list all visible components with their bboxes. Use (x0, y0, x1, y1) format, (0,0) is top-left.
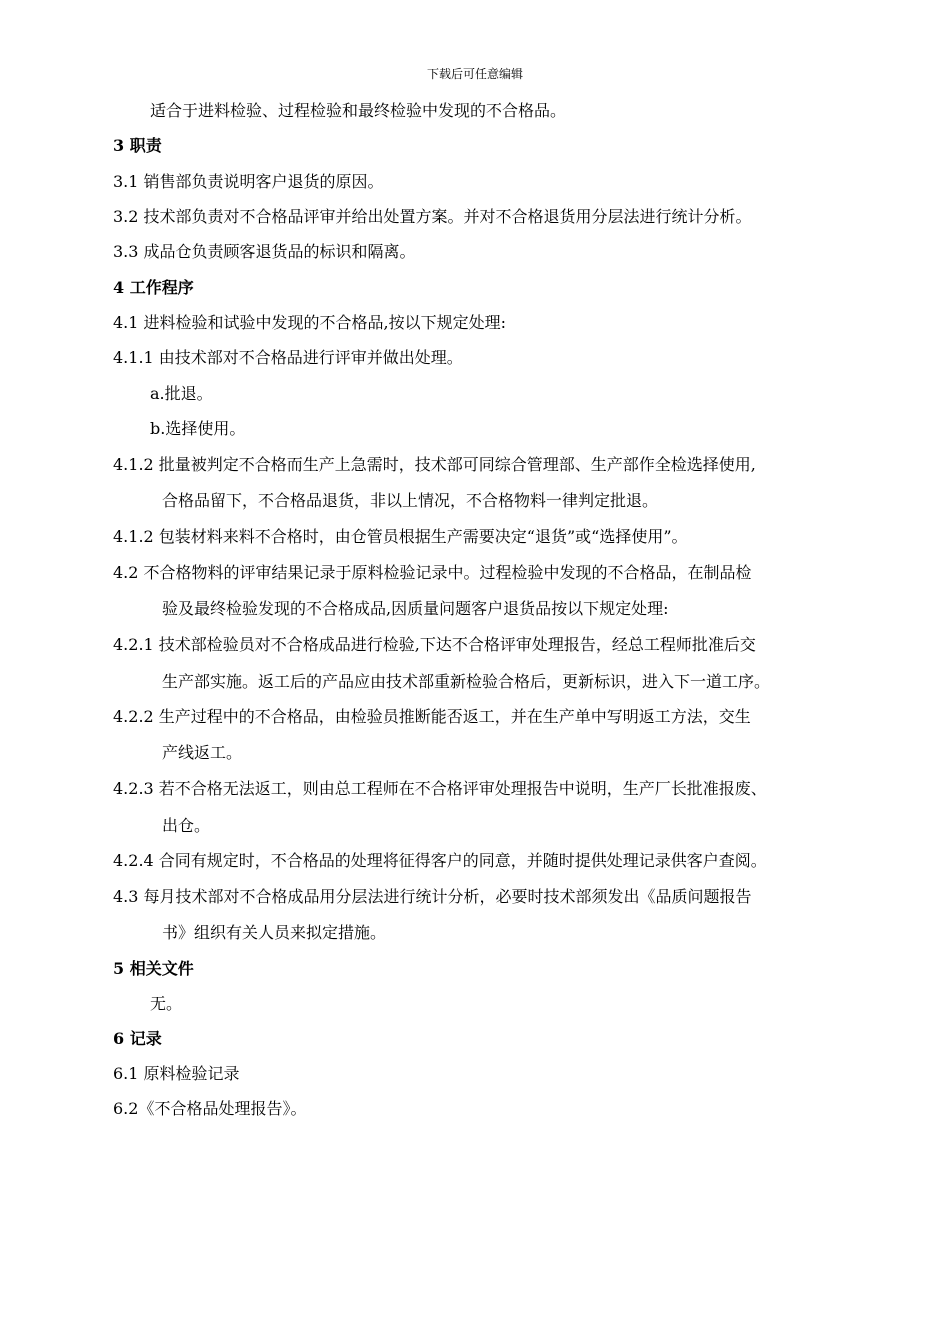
clause-4-1-2-a-cont: 合格品留下，不合格品退货，非以上情况，不合格物料一律判定批退。 (162, 491, 659, 510)
clause-4-1-2-b: 4.1.2 包装材料来料不合格时，由仓管员根据生产需要决定“退货”或“选择使用”。 (113, 527, 688, 546)
clause-4-2-3-cont: 出仓。 (162, 816, 211, 835)
clause-4-3: 4.3 每月技术部对不合格成品用分层法进行统计分析，必要时技术部须发出《品质问题报告 (113, 887, 752, 906)
section-heading-5: 5 相关文件 (113, 959, 194, 978)
clause-4-2-1-cont: 生产部实施。返工后的产品应由技术部重新检验合格后，更新标识，进入下一道工序。 (162, 672, 771, 691)
clause-4-2-4: 4.2.4 合同有规定时，不合格品的处理将征得客户的同意，并随时提供处理记录供客户查阅。 (113, 851, 767, 870)
scope-text: 适合于进料检验、过程检验和最终检验中发现的不合格品。 (150, 101, 567, 120)
related-docs-none: 无。 (150, 994, 183, 1013)
clause-4-1-2-a: 4.1.2 批量被判定不合格而生产上急需时，技术部可同综合管理部、生产部作全检选择使用, (113, 455, 756, 474)
clause-4-1: 4.1 进料检验和试验中发现的不合格品,按以下规定处理: (113, 313, 507, 332)
clause-4-2-2: 4.2.2 生产过程中的不合格品，由检验员推断能否返工，并在生产单中写明返工方法，交生 (113, 707, 751, 726)
clause-4-2-2-cont: 产线返工。 (162, 743, 243, 762)
clause-4-3-cont: 书》组织有关人员来拟定措施。 (162, 923, 387, 942)
clause-4-1-1: 4.1.1 由技术部对不合格品进行评审并做出处理。 (113, 348, 463, 367)
option-a: a.批退。 (150, 384, 213, 403)
clause-4-2-1: 4.2.1 技术部检验员对不合格成品进行检验,下达不合格评审处理报告，经总工程师批准后交 (113, 635, 756, 654)
header-note: 下载后可任意编辑 (426, 67, 523, 81)
record-6-1: 6.1 原料检验记录 (113, 1064, 240, 1083)
clause-3-3: 3.3 成品仓负责顾客退货品的标识和隔离。 (113, 242, 416, 261)
clause-3-1: 3.1 销售部负责说明客户退货的原因。 (113, 172, 384, 191)
section-heading-3: 3 职责 (113, 136, 162, 155)
option-b: b.选择使用。 (150, 419, 246, 438)
clause-4-2: 4.2 不合格物料的评审结果记录于原料检验记录中。过程检验中发现的不合格品，在制品检 (113, 563, 752, 582)
section-heading-6: 6 记录 (113, 1029, 162, 1048)
clause-3-2: 3.2 技术部负责对不合格品评审并给出处置方案。并对不合格退货用分层法进行统计分析。 (113, 207, 752, 226)
section-heading-4: 4 工作程序 (113, 278, 194, 297)
clause-4-2-cont: 验及最终检验发现的不合格成品,因质量问题客户退货品按以下规定处理: (162, 599, 669, 618)
clause-4-2-3: 4.2.3 若不合格无法返工，则由总工程师在不合格评审处理报告中说明，生产厂长批准报废、 (113, 779, 767, 798)
record-6-2: 6.2《不合格品处理报告》。 (113, 1099, 307, 1118)
